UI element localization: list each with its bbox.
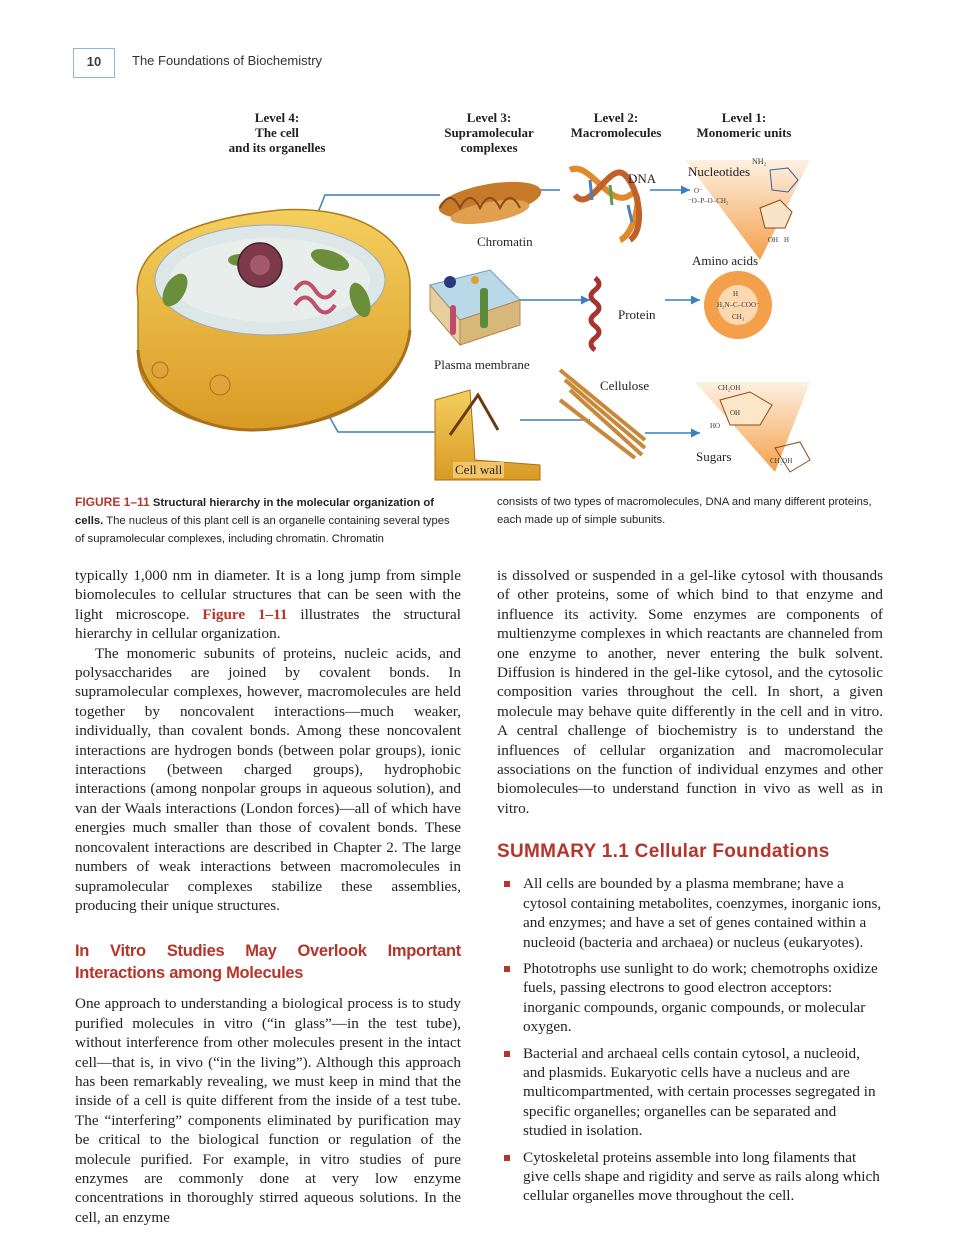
label-sugars: Sugars	[696, 449, 732, 464]
summary-item	[497, 874, 883, 952]
summary-item-text: Cytoskeletal proteins assemble into long filaments that give cells shape and rigidity and serve as rails along which cellular organelles move throughout the cell.	[523, 1148, 880, 1205]
caption-text-left: The nucleus of this plant cell is an organelle containing several types of supramolecular complexes, including chromatin. Chromatin	[75, 515, 450, 545]
level-2-desc-line-1: Macromolecules	[570, 125, 662, 140]
paragraph-1	[75, 566, 461, 644]
summary-list	[497, 874, 883, 1206]
summary-heading: SUMMARY 1.1 Cellular Foundations	[497, 841, 830, 863]
paragraph-1-text-a: typically 1,000 nm in diameter. It is a long jump from simple biomolecules to cellular structures that can be seen with the light microscope.	[75, 567, 461, 623]
paragraph-2: The monomeric subunits of proteins, nucleic acids, and polysaccharides are joined by covalent bonds. In supramolecular complexes, however, macromolecules are held together by noncovalent interactions—much weaker, individually, than covalent bonds. Among these noncovalent interactions are hydrogen bonds (between polar groups), ionic interactions (between charged groups), hydrophobic interactions (among nonpolar groups in aqueous solution), and van der Waals interactions (London forces)—all of which have energies much smaller than those of covalent bonds. These noncovalent interactions are described in Chapter 2. The large numbers of weak interactions between macromolecules in supramolecular complexes stabilize these assemblies, producing their unique structures.	[75, 644, 461, 914]
figure-caption-right: consists of two types of macromolecules, DNA and many different proteins, each made up of simple subunits.	[497, 496, 872, 526]
chem-ch3: CH₃	[732, 313, 745, 321]
bullet-icon	[504, 1155, 510, 1161]
chem-h-nucleotide: H	[784, 236, 790, 244]
chem-h-amino: H	[733, 290, 739, 298]
chem-oh-nucleotide: OH	[768, 236, 779, 244]
paragraph-1-text-b: illustrates the structural hierarchy in cellular organization.	[75, 605, 462, 643]
label-plasma-membrane: Plasma membrane	[434, 357, 530, 372]
level-1-name: Level 1:	[721, 110, 767, 125]
plant-cell-illustration	[137, 210, 410, 430]
label-nucleotides: Nucleotides	[688, 164, 751, 179]
protein-illustration	[591, 278, 599, 350]
label-chromatin: Chromatin	[477, 234, 533, 249]
chem-phosphate: ⁻O–P–O–CH₂	[688, 197, 729, 205]
bullet-icon	[504, 966, 510, 972]
figure-reference-link[interactable]: Figure 1–11	[202, 605, 288, 623]
level-4-name: Level 4:	[254, 110, 300, 125]
plasma-membrane-illustration	[430, 270, 520, 345]
label-cellulose: Cellulose	[600, 378, 650, 393]
summary-item	[497, 1044, 883, 1141]
level-3-name: Level 3:	[466, 110, 512, 125]
summary-item-text: All cells are bounded by a plasma membrane; have a cytosol containing metabolites, coenzymes, inorganic ions, and enzymes; and have a set of genes contained within a nucleoid (bacteria and archaea) or nucleus (eukaryotes).	[523, 875, 882, 951]
label-cell-wall: Cell wall	[455, 462, 503, 477]
chem-ho-sugar: HO	[710, 422, 721, 430]
caption-title: Structural hierarchy in the molecular organization of cells.	[75, 497, 435, 527]
figure-1-11	[120, 100, 820, 485]
paragraph-3: One approach to understanding a biological process is to study purified molecules in vitro (“in glass”—in the test tube), without interference from other molecules present in the intact cell—that is, in vivo (“in the living”). Although this approach has been remarkably revealing, we must keep in mind that the inside of a cell is quite different from the inside of a test tube. The “interfering” components eliminated by purification may be critical to the biological function or regulation of the molecule purified. For example, in vitro studies of pure enzymes are commonly done at very low enzyme concentrations in thoroughly stirred aqueous solutions. In the cell, an enzyme	[75, 995, 461, 1226]
figure-label: FIGURE 1–11	[75, 495, 150, 509]
body-column-left	[75, 566, 461, 1227]
label-amino-acids: Amino acids	[692, 253, 759, 268]
paragraph-4: is dissolved or suspended in a gel-like cytosol with thousands of other proteins, some of which bind to that enzyme and influence its activity. Some enzymes are components of multienzyme complexes in which reactants are channeled from one enzyme to another, never entering the bulk solvent. Diffusion is hindered in the gel-like cytosol, and the cytosolic composition varies throughout the cell. In short, a given molecule may behave quite differently in the cell and in vitro. A central challenge of biochemistry is to understand the influences of cellular organization and macromolecular associations on the function of individual enzymes and other biomolecules—to understand function in vivo as well as in vitro.	[497, 567, 883, 817]
figure-caption-left	[75, 493, 461, 548]
chem-ch2oh-sugar: CH₂OH	[718, 384, 741, 392]
level-2-name: Level 2:	[593, 110, 639, 125]
level-3-desc-line-1: Supramolecular	[444, 125, 534, 140]
figure-illustration	[120, 100, 820, 485]
level-4-desc-line-1: The cell	[255, 125, 299, 140]
body-column-right	[497, 566, 883, 1213]
level-1-desc-line-1: Monomeric units	[696, 125, 792, 140]
chem-ch2oh-bottom: CH₂OH	[770, 457, 793, 465]
summary-item-text: Phototrophs use sunlight to do work; chemotrophs oxidize fuels, passing electrons to good electron acceptors: inorganic compounds, organic compounds, or molecular oxygen.	[523, 959, 878, 1036]
summary-item	[497, 959, 883, 1037]
chem-nh2: NH₂	[752, 157, 767, 166]
page-number-box	[74, 48, 114, 78]
bullet-icon	[504, 1051, 510, 1057]
page-number: 10	[86, 54, 102, 69]
running-head: The Foundations of Biochemistry	[132, 53, 323, 68]
summary-item-text: Bacterial and archaeal cells contain cytosol, a nucleoid, and plasmids. Eukaryotic cells have a nucleus and are multicompartmented, with certain processes segregated in specific organelles; organelles can be separated and studied in isolation.	[523, 1044, 876, 1140]
bullet-icon	[504, 881, 510, 887]
chem-o-minus: O⁻	[694, 187, 703, 195]
label-protein: Protein	[618, 307, 656, 322]
level-3-desc-line-2: complexes	[460, 140, 518, 155]
page-header	[62, 44, 462, 78]
summary-item	[497, 1148, 883, 1206]
level-4-desc-line-2: and its organelles	[228, 140, 326, 155]
section-heading: In Vitro Studies May Overlook Important Interactions among Molecules	[75, 942, 461, 983]
chromatin-illustration	[436, 175, 544, 229]
chem-oh-sugar: OH	[730, 409, 741, 417]
label-dna: DNA	[628, 171, 657, 186]
chem-amino: H₃N–C–COO⁻	[717, 301, 760, 309]
